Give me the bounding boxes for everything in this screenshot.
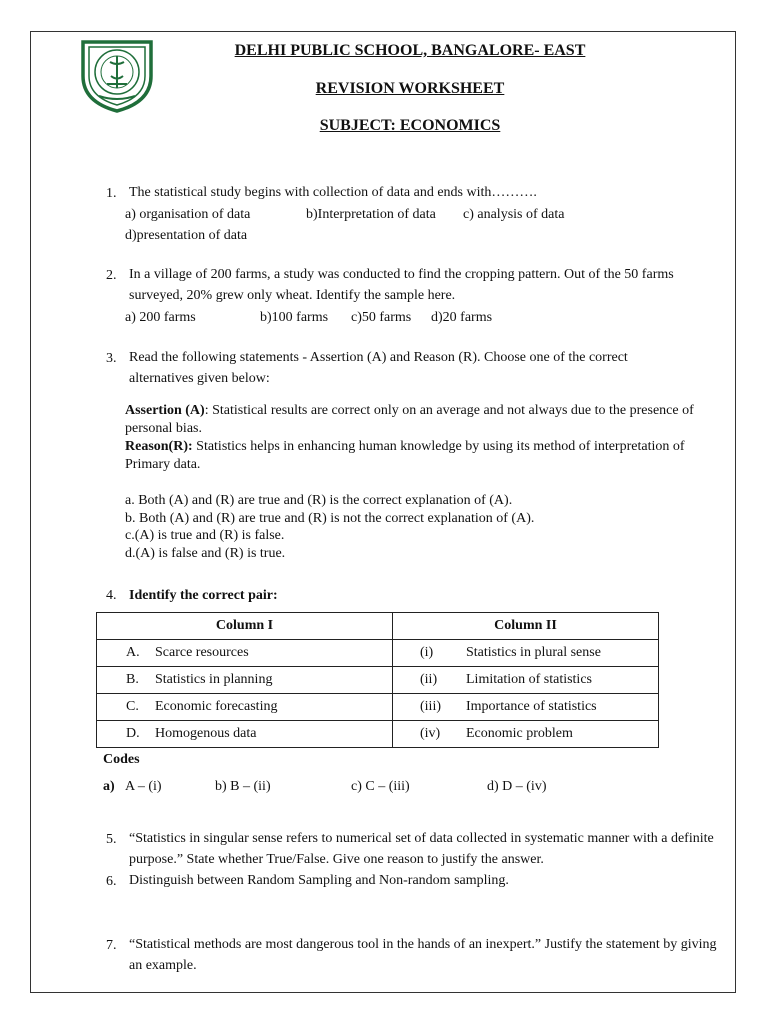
q6-number: 6.	[106, 874, 117, 889]
q3-number: 3.	[106, 351, 117, 366]
row-item: Statistics in planning	[155, 672, 273, 687]
code-a: A – (i)	[125, 779, 162, 794]
q5-text: “Statistics in singular sense refers to numerical set of data collected in systematic manner with a definite purpose.” State whether True/False. Give one reason to justify the answer.	[129, 831, 714, 867]
q2-number: 2.	[106, 268, 117, 283]
q3-reason-label: Reason(R):	[125, 439, 193, 454]
q2-option-b: b)100 farms	[260, 310, 329, 325]
row-item: Homogenous data	[155, 726, 257, 741]
q2-option-d: d)20 farms	[431, 310, 493, 325]
q3-option-d: d.(A) is false and (R) is true.	[125, 546, 286, 561]
q3-assertion	[125, 402, 705, 438]
q3-text: Read the following statements - Assertion (A) and Reason (R). Choose one of the correct alternatives given below:	[129, 350, 628, 386]
row-letter: D.	[126, 726, 140, 741]
q1-option-a: a) organisation of data	[125, 207, 251, 222]
q3-assertion-label: Assertion (A)	[125, 403, 205, 418]
row-letter: B.	[126, 672, 139, 687]
q3-reason-text: Statistics helps in enhancing human knowledge by using its method of interpretation of Primary data.	[125, 439, 685, 472]
q3-assertion-text: : Statistical results are correct only on an average and not always due to the presence of personal bias.	[125, 403, 694, 436]
school-name: DELHI PUBLIC SCHOOL, BANGALORE- EAST	[234, 42, 586, 59]
row-roman: (ii)	[420, 672, 438, 687]
q1-number: 1.	[106, 186, 117, 201]
row-match: Economic problem	[466, 726, 573, 741]
q1-option-c: c) analysis of data	[463, 207, 565, 222]
table-row	[97, 640, 659, 667]
q1-option-b: b)Interpretation of data	[306, 207, 436, 222]
q7-number: 7.	[106, 938, 117, 953]
row-roman: (i)	[420, 645, 434, 660]
subject-title: SUBJECT: ECONOMICS	[319, 117, 501, 134]
row-item: Economic forecasting	[155, 699, 278, 714]
q2-option-a: a) 200 farms	[125, 310, 196, 325]
q4-text: Identify the correct pair:	[129, 588, 278, 603]
q2-option-c: c)50 farms	[351, 310, 412, 325]
q1-option-d: d)presentation of data	[125, 228, 248, 243]
row-letter: C.	[126, 699, 139, 714]
code-d: d) D – (iv)	[487, 779, 547, 794]
q3-reason	[125, 438, 720, 474]
code-c: c) C – (iii)	[351, 779, 410, 794]
q1-text: The statistical study begins with collection of data and ends with……….	[129, 185, 537, 200]
q3-option-b: b. Both (A) and (R) are true and (R) is not the correct explanation of (A).	[125, 511, 535, 526]
row-item: Scarce resources	[155, 645, 249, 660]
worksheet-title: REVISION WORKSHEET	[315, 80, 505, 97]
row-match: Importance of statistics	[466, 699, 597, 714]
q6-text: Distinguish between Random Sampling and Non-random sampling.	[129, 873, 509, 888]
table-header-row	[97, 613, 659, 640]
pairs-table	[96, 612, 659, 748]
q3-option-c: c.(A) is true and (R) is false.	[125, 528, 285, 543]
row-match: Limitation of statistics	[466, 672, 592, 687]
q3-option-a: a. Both (A) and (R) are true and (R) is the correct explanation of (A).	[125, 493, 513, 508]
q4-number: 4.	[106, 588, 117, 603]
table-row	[97, 721, 659, 748]
row-roman: (iv)	[420, 726, 441, 741]
q2-text: In a village of 200 farms, a study was conducted to find the cropping pattern. Out of the 50 farms surveyed, 20% grew only wheat. Identify the sample here.	[129, 267, 674, 303]
table-row	[97, 667, 659, 694]
row-roman: (iii)	[420, 699, 441, 714]
code-a-label: a)	[103, 779, 115, 794]
row-letter: A.	[126, 645, 140, 660]
column-1-header: Column I	[97, 613, 393, 640]
column-2-header: Column II	[393, 613, 659, 640]
codes-label: Codes	[103, 752, 140, 767]
table-row	[97, 694, 659, 721]
row-match: Statistics in plural sense	[466, 645, 601, 660]
q7-text: “Statistical methods are most dangerous tool in the hands of an inexpert.” Justify the statement by giving an example.	[129, 937, 717, 973]
code-b: b) B – (ii)	[215, 779, 271, 794]
q5-number: 5.	[106, 832, 117, 847]
